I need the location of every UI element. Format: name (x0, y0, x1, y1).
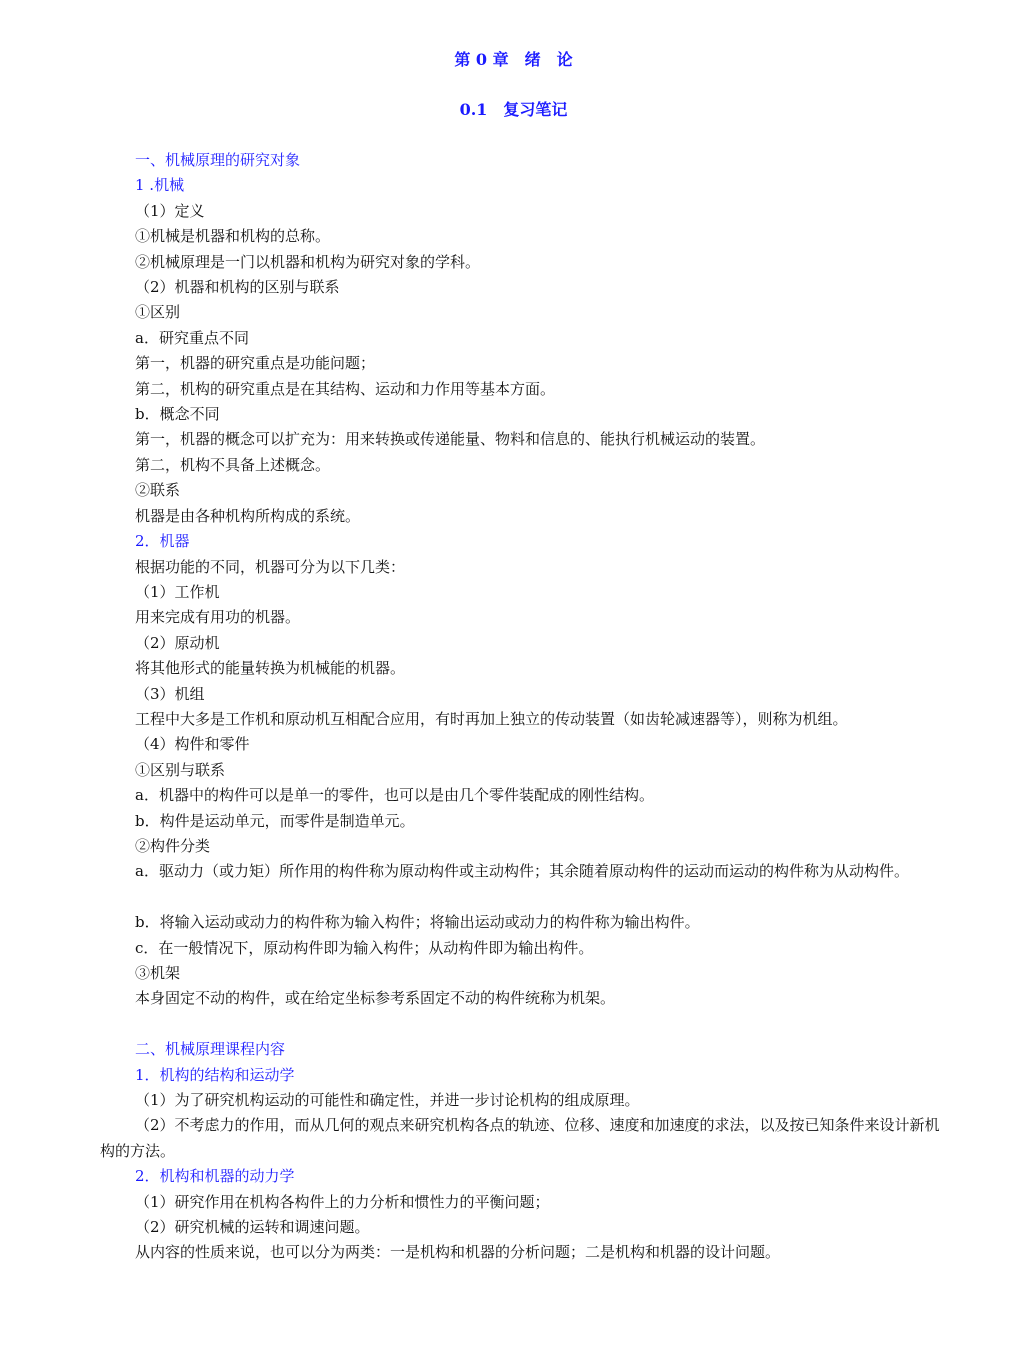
prime-mover-heading: （2）原动机 (135, 633, 220, 652)
working-machine-text: 用来完成有用功的机器。 (135, 608, 301, 627)
chapter-title: 第 0 章 绪 论 (454, 50, 573, 69)
dynamics-item-2: （2）研究机械的运转和调速问题。 (135, 1218, 370, 1237)
section-spacer (100, 1012, 940, 1037)
component-b: b．构件是运动单元，而零件是制造单元。 (135, 811, 415, 830)
subheading-structure-kinematics: 1．机构的结构和运动学 (135, 1065, 295, 1084)
definition-item-2: ②机械原理是一门以机器和机构为研究对象的学科。 (135, 252, 481, 271)
difference-a1: 第一，机器的研究重点是功能问题； (135, 354, 376, 373)
link-heading: ②联系 (135, 481, 181, 500)
difference-b2: 第二，机构不具备上述概念。 (135, 455, 331, 474)
component-class-a: a．驱动力（或力矩）所作用的构件称为原动构件或主动构件；其余随着原动构件的运动而运动的构件称为从动构件。 (135, 862, 909, 881)
part1-heading: 一、机械原理的研究对象 (135, 151, 301, 169)
part2-heading: 二、机械原理课程内容 (135, 1040, 286, 1059)
difference-b: b．概念不同 (135, 405, 220, 424)
component-heading: （4）构件和零件 (135, 735, 250, 754)
difference-a2: 第二，机构的研究重点是在其结构、运动和力作用等基本方面。 (135, 379, 556, 398)
link-text: 机器是由各种机构所构成的系统。 (135, 506, 361, 525)
component-class-c: c．在一般情况下，原动构件即为输入构件；从动构件即为输出构件。 (135, 938, 594, 957)
definition-item-1: ①机械是机器和机构的总称。 (135, 227, 331, 246)
structure-item-1: （1）为了研究机构运动的可能性和确定性，并进一步讨论机构的组成原理。 (135, 1091, 640, 1109)
dynamics-item-1: （1）研究作用在机构各构件上的力分析和惯性力的平衡问题； (135, 1192, 550, 1211)
unit-heading: （3）机组 (135, 684, 205, 703)
document-body (100, 148, 940, 1266)
component-class-b: b．将输入运动或动力的构件称为输入构件；将输出运动或动力的构件称为输出构件。 (135, 913, 700, 932)
classification-intro: 根据功能的不同，机器可分为以下几类： (135, 557, 406, 576)
structure-item-2: （2）不考虑力的作用，而从几何的观点来研究机构各点的轨迹、位移、速度和加速度的求法，以及按已知条件来设计新机构的方法。 (100, 1116, 940, 1160)
prime-mover-text: 将其他形式的能量转换为机械能的机器。 (135, 659, 406, 678)
unit-text: 工程中大多是工作机和原动机互相配合应用，有时再加上独立的传动装置（如齿轮减速器等），则称为机组。 (135, 709, 848, 728)
difference-a: a．研究重点不同 (135, 328, 249, 347)
subheading-dynamics: 2．机构和机器的动力学 (135, 1167, 295, 1186)
component-sub2: ②构件分类 (135, 836, 211, 855)
component-sub1: ①区别与联系 (135, 760, 226, 779)
component-a: a．机器中的构件可以是单一的零件，也可以是由几个零件装配成的刚性结构。 (135, 786, 654, 805)
summary-text: 从内容的性质来说，也可以分为两类：一是机构和机器的分析问题；二是机构和机器的设计问题。 (135, 1243, 781, 1262)
difference-b1: 第一，机器的概念可以扩充为：用来转换或传递能量、物料和信息的、能执行机械运动的装置。 (135, 430, 766, 449)
working-machine-heading: （1）工作机 (135, 582, 220, 601)
frame-text: 本身固定不动的构件，或在给定坐标参考系固定不动的构件统称为机架。 (135, 989, 616, 1008)
definition-heading: （1）定义 (135, 201, 205, 220)
section-title: 0.1 复习笔记 (459, 100, 568, 119)
difference-heading: ①区别 (135, 303, 181, 322)
component-sub3: ③机架 (135, 963, 181, 982)
relation-heading: （2）机器和机构的区别与联系 (135, 278, 340, 297)
subheading-machinery: 1 .机械 (135, 176, 185, 195)
subheading-machine: 2．机器 (135, 532, 190, 551)
